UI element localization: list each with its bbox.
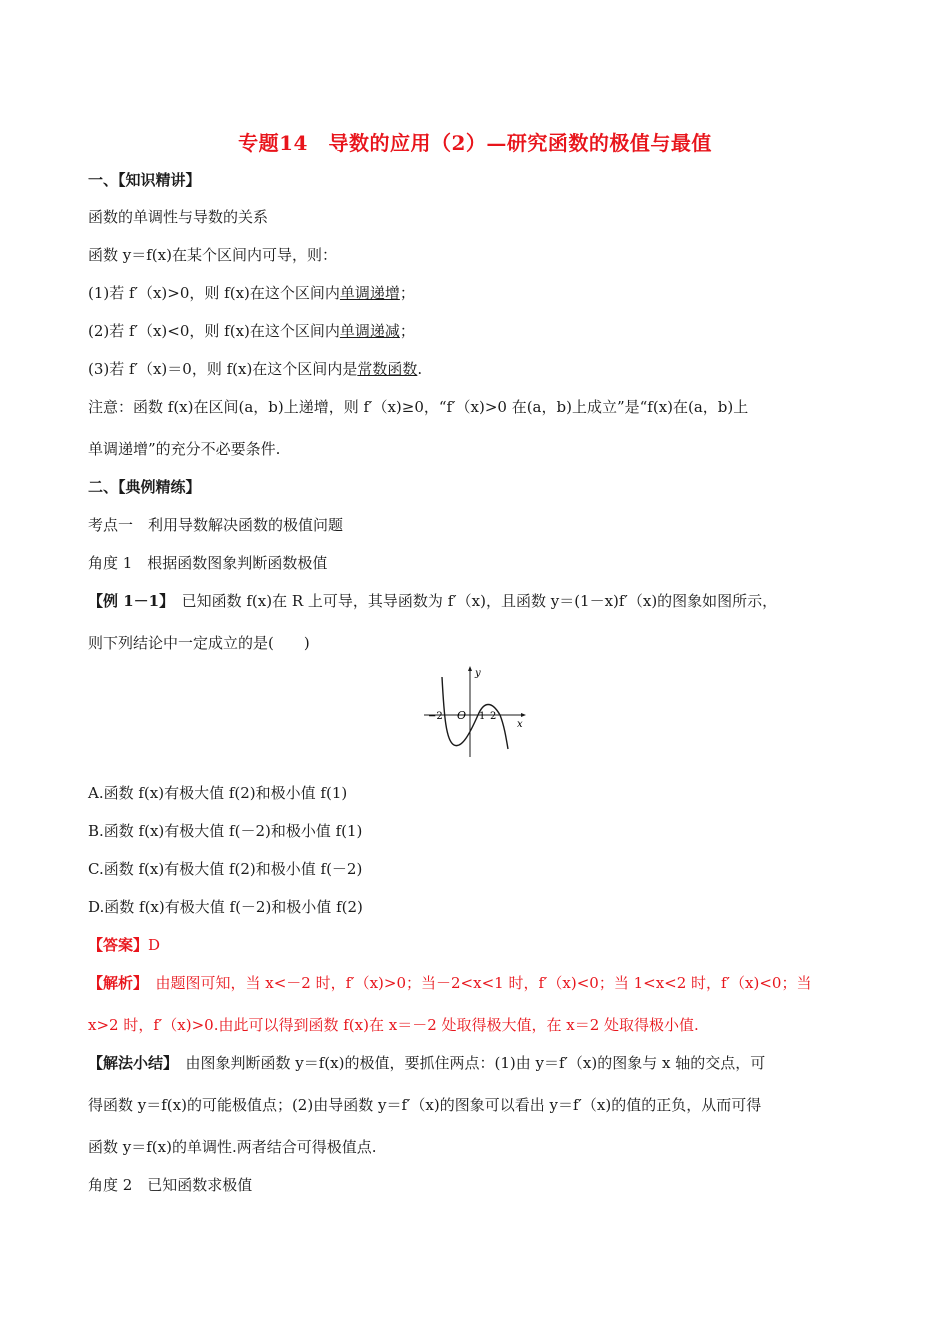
analysis-tag: 【解析】 bbox=[88, 974, 141, 992]
tick-label-neg2: −2 bbox=[428, 711, 443, 722]
rule-2-text: (2)若 f′（x)<0，则 f(x)在这个区间内 bbox=[88, 322, 340, 340]
rule-2-underlined: 单调递减 bbox=[339, 322, 400, 340]
tick-label-1: 1 bbox=[479, 711, 486, 722]
graph-curve bbox=[442, 677, 508, 749]
analysis-line-1 bbox=[88, 973, 868, 993]
option-d: D.函数 f(x)有极大值 f(－2)和极小值 f(2) bbox=[88, 898, 363, 916]
note-line-1: 注意：函数 f(x)在区间(a，b)上递增，则 f′（x)≥0，“f′（x)>0 在(a，b)上成立”是“f(x)在(a，b)上 bbox=[88, 398, 749, 416]
origin-label: O bbox=[457, 709, 467, 722]
summary-tag: 【解法小结】 bbox=[88, 1054, 171, 1072]
intro-line: 函数 y＝f(x)在某个区间内可导，则： bbox=[88, 246, 337, 264]
jiaodu-2-line: 角度 2 已知函数求极值 bbox=[88, 1176, 253, 1194]
rule-3-end: . bbox=[417, 360, 423, 378]
rule-2 bbox=[88, 321, 868, 341]
summary-line-3: 函数 y＝f(x)的单调性.两者结合可得极值点. bbox=[88, 1138, 377, 1156]
x-axis-label: x bbox=[517, 719, 523, 730]
analysis-line-2: x>2 时，f′（x)>0.由此可以得到函数 f(x)在 x＝－2 处取得极大值，在 x＝2 处取得极小值. bbox=[88, 1016, 699, 1034]
rule-3 bbox=[88, 359, 868, 379]
example-line-1 bbox=[88, 591, 868, 611]
summary-text-1: 由图象判断函数 y＝f(x)的极值，要抓住两点：(1)由 y＝f′（x)的图象与 x 轴的交点，可 bbox=[170, 1054, 766, 1072]
rule-1 bbox=[88, 283, 868, 303]
y-axis-label: y bbox=[475, 668, 481, 679]
rule-3-text: (3)若 f′（x)＝0，则 f(x)在这个区间内是 bbox=[88, 360, 358, 378]
rule-3-underlined: 常数函数 bbox=[357, 360, 418, 378]
example-text-1: 已知函数 f(x)在 R 上可导，其导函数为 f′（x)，且函数 y＝(1－x)f′（x)的图象如图所示， bbox=[166, 592, 778, 610]
answer-line bbox=[88, 935, 868, 955]
option-c: C.函数 f(x)有极大值 f(2)和极小值 f(－2) bbox=[88, 860, 363, 878]
option-b: B.函数 f(x)有极大值 f(－2)和极小值 f(1) bbox=[88, 822, 363, 840]
x-axis-arrow bbox=[521, 713, 526, 717]
rule-1-underlined: 单调递增 bbox=[339, 284, 400, 302]
rule-1-end: ； bbox=[399, 284, 415, 302]
answer-tag: 【答案】 bbox=[88, 936, 149, 954]
jiaodu-1-line: 角度 1 根据函数图象判断函数极值 bbox=[88, 554, 328, 572]
analysis-text-1: 由题图可知，当 x<－2 时，f′（x)>0；当－2<x<1 时，f′（x)<0；当 1<x<2 时，f′（x)<0；当 bbox=[140, 974, 812, 992]
note-line-2: 单调递增”的充分不必要条件. bbox=[88, 440, 281, 458]
example-tag: 【例 1－1】 bbox=[88, 592, 167, 610]
example-line-2: 则下列结论中一定成立的是( ) bbox=[88, 634, 310, 652]
summary-line-1 bbox=[88, 1053, 868, 1073]
page-title: 专题14 导数的应用（2）—研究函数的极值与最值 bbox=[238, 131, 712, 155]
tick-label-2: 2 bbox=[490, 711, 497, 722]
topic-line: 函数的单调性与导数的关系 bbox=[88, 208, 269, 226]
function-graph bbox=[420, 663, 530, 759]
rule-1-text: (1)若 f′（x)>0，则 f(x)在这个区间内 bbox=[88, 284, 340, 302]
option-a: A.函数 f(x)有极大值 f(2)和极小值 f(1) bbox=[88, 784, 348, 802]
rule-2-end: ； bbox=[399, 322, 415, 340]
summary-line-2: 得函数 y＝f(x)的可能极值点；(2)由导函数 y＝f′（x)的图象可以看出 y＝f′（x)的值的正负，从而可得 bbox=[88, 1096, 762, 1114]
kaodian-line: 考点一 利用导数解决函数的极值问题 bbox=[88, 516, 344, 534]
section-1-heading: 一、【知识精讲】 bbox=[88, 171, 201, 189]
y-axis-arrow bbox=[468, 666, 472, 671]
section-2-heading: 二、【典例精练】 bbox=[88, 478, 201, 496]
answer-value: D bbox=[148, 936, 161, 954]
